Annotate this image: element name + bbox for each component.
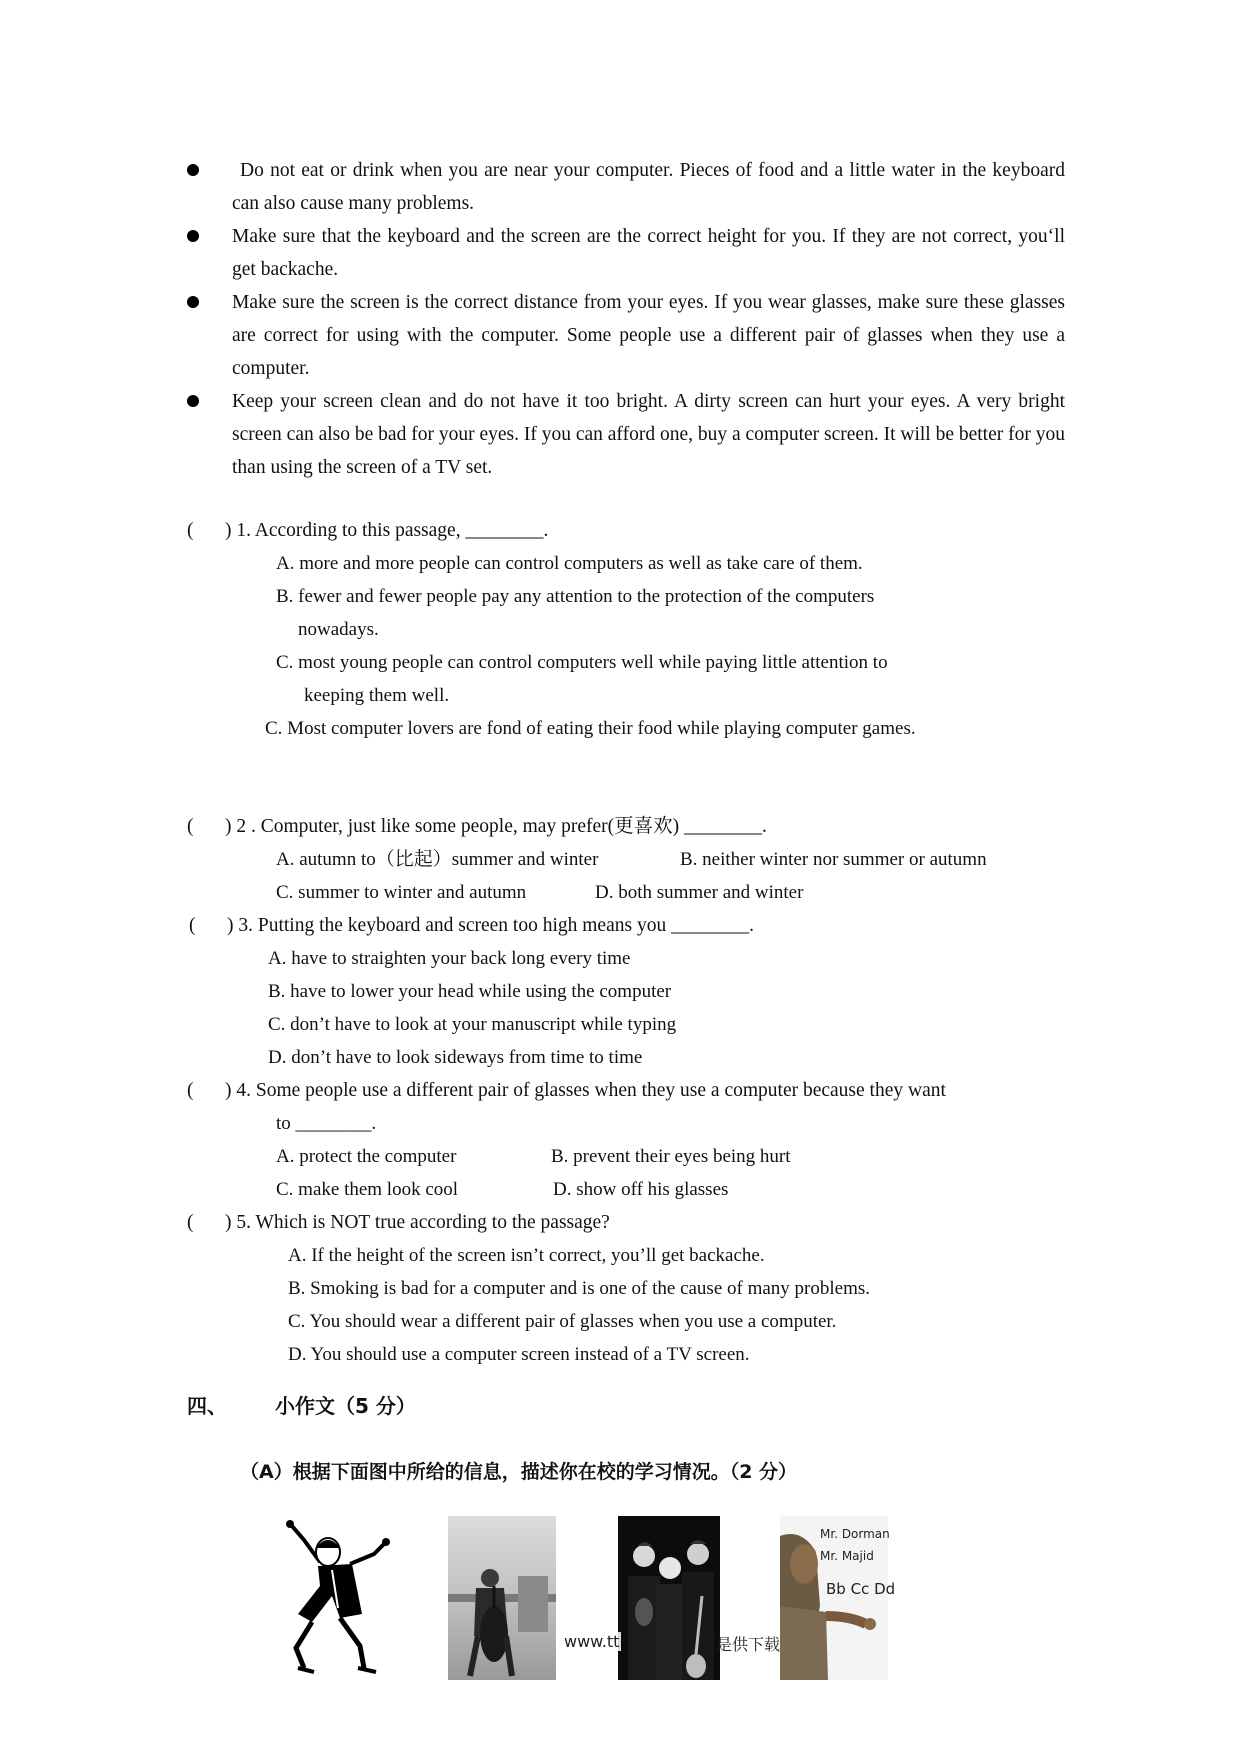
question-3-option-b: B. have to lower your head while using the computer: [268, 981, 672, 1002]
teacher-at-board-icon: [780, 1516, 896, 1680]
answer-paren: (: [187, 1212, 194, 1233]
question-1-option-d: C. Most computer lovers are fond of eating their food while playing computer games.: [265, 718, 916, 739]
question-3-stem: [189, 909, 754, 942]
board-line-2: Mr. Majid: [820, 1549, 874, 1563]
bullet-list: [185, 154, 1065, 484]
question-2-option-c: C. summer to winter and autumn: [276, 882, 527, 903]
bullet-text: Make sure the screen is the correct distance from your eyes. If you wear glasses, make sure these glasses are correct for using with the computer. Some people use a different pair of glasses when they use a computer.: [232, 292, 1065, 379]
question-2-option-d: D. both summer and winter: [595, 882, 804, 903]
section-title: 小作文（5 分）: [275, 1394, 416, 1418]
question-1-stem: [187, 514, 548, 547]
bullet-item: [185, 385, 1065, 484]
bullet-dot-icon: [187, 164, 199, 176]
question-5-stem: [187, 1206, 610, 1239]
question-text: ) 1. According to this passage, ________.: [225, 520, 549, 541]
dancer-picture: [276, 1518, 396, 1678]
question-2-stem: [187, 810, 767, 843]
bullet-text: Make sure that the keyboard and the screen are the correct height for you. If they are not correct, you‘ll get backache.: [232, 226, 1065, 280]
bullet-item: [185, 220, 1065, 286]
question-1-option-c-cont: keeping them well.: [304, 685, 450, 706]
cello-player-icon: [448, 1516, 556, 1680]
question-3-option-a: A. have to straighten your back long every time: [268, 948, 631, 969]
question-5-option-c: C. You should wear a different pair of glasses when you use a computer.: [288, 1311, 837, 1332]
question-4-stem: [187, 1074, 946, 1107]
bullet-dot-icon: [187, 230, 199, 242]
question-text: ) 3. Putting the keyboard and screen too high means you ________.: [227, 915, 754, 936]
question-5-option-a: A. If the height of the screen isn’t correct, you’ll get backache.: [288, 1245, 765, 1266]
bullet-dot-icon: [187, 395, 199, 407]
question-4-option-c: C. make them look cool: [276, 1179, 459, 1200]
bullet-text: Keep your screen clean and do not have it too bright. A dirty screen can hurt your eyes. A very bright screen can also be bad for your eyes. If you can afford one, buy a computer screen. It will be better for you than using the screen of a TV set.: [232, 391, 1065, 478]
band-members-icon: [618, 1516, 720, 1680]
board-line-1: Mr. Dorman: [820, 1527, 890, 1541]
question-5-option-d: D. You should use a computer screen instead of a TV screen.: [288, 1344, 750, 1365]
answer-paren: (: [187, 1080, 194, 1101]
question-text: ) 5. Which is NOT true according to the passage?: [225, 1212, 610, 1233]
answer-paren: (: [187, 816, 194, 837]
question-5-option-b: B. Smoking is bad for a computer and is one of the cause of many problems.: [288, 1278, 871, 1299]
question-1-option-a: A. more and more people can control computers as well as take care of them.: [276, 553, 863, 574]
section-heading: [187, 1390, 416, 1419]
bullet-item: [185, 154, 1065, 220]
question-4-stem-cont: to ________.: [276, 1113, 377, 1134]
question-text: ) 4. Some people use a different pair of glasses when they use a computer because they want: [225, 1080, 946, 1101]
question-4-option-b: B. prevent their eyes being hurt: [551, 1146, 791, 1167]
question-3-option-c: C. don’t have to look at your manuscript while typing: [268, 1014, 677, 1035]
board-line-3: Bb Cc Dd: [826, 1580, 896, 1598]
question-4-option-d: D. show off his glasses: [553, 1179, 729, 1200]
question-3-option-d: D. don’t have to look sideways from time to time: [268, 1047, 643, 1068]
question-2-option-a: A. autumn to（比起）summer and winter: [276, 849, 599, 870]
answer-paren: (: [187, 520, 194, 541]
answer-paren: (: [189, 915, 196, 936]
bullet-item: [185, 286, 1065, 385]
watermark-left: www.tt: [564, 1632, 620, 1651]
section-number: 四、: [187, 1394, 227, 1418]
question-4-option-a: A. protect the computer: [276, 1146, 457, 1167]
question-1-option-c: C. most young people can control computers well while paying little attention to: [276, 652, 888, 673]
band-photo: [618, 1516, 720, 1680]
teacher-whiteboard-photo: [780, 1516, 896, 1680]
question-1-option-b-cont: nowadays.: [298, 619, 379, 640]
question-2-option-b: B. neither winter nor summer or autumn: [680, 849, 987, 870]
bullet-dot-icon: [187, 296, 199, 308]
question-1-option-b: B. fewer and fewer people pay any attention to the protection of the computers: [276, 586, 875, 607]
bullet-text: Do not eat or drink when you are near your computer. Pieces of food and a little water in the keyboard can also cause many problems.: [232, 160, 1065, 214]
question-text: ) 2 . Computer, just like some people, may prefer(更喜欢) ________.: [225, 816, 767, 837]
cello-player-photo: [448, 1516, 556, 1680]
dancer-illustration-icon: [276, 1518, 396, 1678]
section-instruction: （A）根据下面图中所给的信息，描述你在校的学习情况。（2 分）: [240, 1461, 798, 1483]
watermark-right: 是供下载: [716, 1635, 781, 1654]
